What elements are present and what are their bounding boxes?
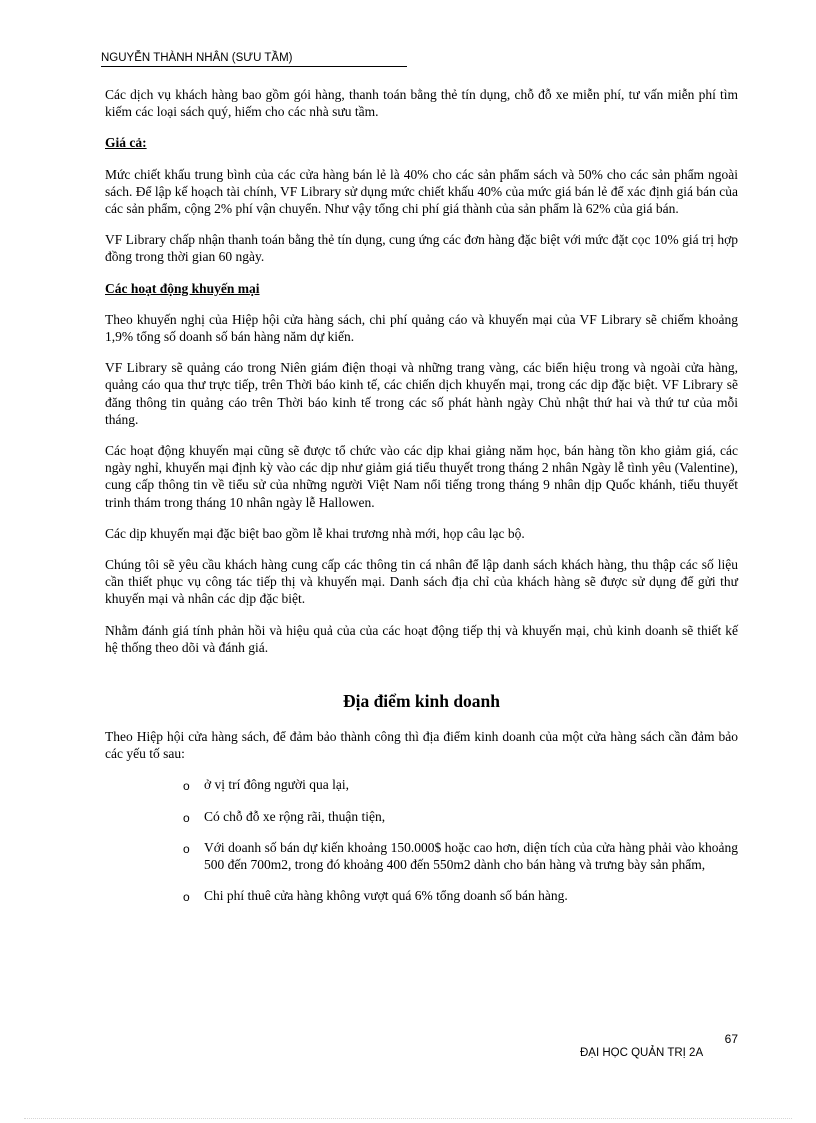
paragraph-discount: Mức chiết khấu trung bình của các cửa hàng bán lẻ là 40% cho các sản phẩm sách và 50% cho các sản phẩm ngoài sách. Để lập kế hoạch tài chính, VF Library sử dụng mức chiết khấu 40% của mức giá bán lẻ để xác định giá bán của các sản phẩm, cộng 2% phí vận chuyển. Như vậy tổng chi phí giá thành của sản phẩm là 62% của giá bán. <box>105 166 738 217</box>
section-heading-promotions: Các hoạt động khuyến mại <box>105 280 260 296</box>
paragraph-evaluation: Nhằm đánh giá tính phản hồi và hiệu quả của của các hoạt động tiếp thị và khuyến mại, chủ kinh doanh sẽ thiết kế hệ thống theo dõi và đánh giá. <box>105 622 738 655</box>
list-item <box>183 808 738 825</box>
section-heading-pricing: Giá cả: <box>105 135 147 151</box>
page-bottom-divider <box>24 1118 792 1119</box>
bullet-circle-icon: o <box>183 841 190 856</box>
list-item <box>183 839 738 873</box>
paragraph-customer-list: Chúng tôi sẽ yêu cầu khách hàng cung cấp các thông tin cá nhân để lập danh sách khách hàng, thu thập các số liệu cần thiết phục vụ công tác tiếp thị và khuyến mại. Danh sách địa chỉ của khách hàng sẽ được sử dụng để gửi thư khuyến mại và nhân các dịp đặc biệt. <box>105 557 738 607</box>
heading-business-location: Địa điểm kinh doanh <box>342 691 501 712</box>
list-item-text: Với doanh số bán dự kiến khoảng 150.000$ hoặc cao hơn, diện tích của cửa hàng phải vào khoảng 500 đến 700m2, trong đó khoảng 400 đến 550m2 dành cho bán hàng và trưng bày sản phẩm, <box>204 839 738 873</box>
paragraph-promotion-budget: Theo khuyến nghị của Hiệp hội cửa hàng sách, chi phí quảng cáo và khuyến mại của VF Library sẽ chiếm khoảng 1,9% tổng số doanh số bán hàng năm dự kiến. <box>105 311 738 345</box>
paragraph-payment: VF Library chấp nhận thanh toán bằng thẻ tín dụng, cung ứng các đơn hàng đặc biệt với mức đặt cọc 10% giá trị hợp đồng trong thời gian 60 ngày. <box>105 232 738 265</box>
list-item-text: ở vị trí đông người qua lại, <box>204 777 349 793</box>
page-number: 67 <box>724 1032 738 1046</box>
paragraph-location-intro: Theo Hiệp hội cửa hàng sách, để đảm bảo thành công thì địa điểm kinh doanh của một cửa hàng sách cần đảm bảo các yếu tố sau: <box>105 729 738 762</box>
list-item-text: Chi phí thuê cửa hàng không vượt quá 6% tổng doanh số bán hàng. <box>204 888 568 904</box>
paragraph-promotion-events: Các hoạt động khuyến mại cũng sẽ được tổ chức vào các dịp khai giảng năm học, bán hàng tồn kho giảm giá, các ngày nghỉ, khuyến mại định kỳ vào các dịp như giảm giá tiểu thuyết trong tháng 2 nhân Ngày lễ tình yêu (Valentine), cung cấp thông tin về tiểu sử của những người Việt Nam nổi tiếng trong tháng 9 nhân dịp Quốc khánh, tiểu thuyết trinh thám trong tháng 10 nhân ngày lễ Hallowen. <box>105 443 738 510</box>
paragraph-advertising-channels: VF Library sẽ quảng cáo trong Niên giám điện thoại và những trang vàng, các biển hiệu trong và ngoài cửa hàng, quảng cáo qua thư trực tiếp, trên Thời báo kinh tế, các chiến dịch khuyến mại, trong các dịp đặc biệt. VF Library sẽ đăng thông tin quảng cáo trên Thời báo kinh tế trong các số phát hành ngày Chủ nhật thứ hai và thứ tư của mỗi tháng. <box>105 360 738 427</box>
document-body <box>105 86 738 919</box>
paragraph-customer-services: Các dịch vụ khách hàng bao gồm gói hàng, thanh toán bằng thẻ tín dụng, chỗ đỗ xe miễn phí, tư vấn miễn phí tìm kiếm các loại sách quý, hiếm cho các nhà sưu tầm. <box>105 87 738 120</box>
list-item-text: Có chỗ đỗ xe rộng rãi, thuận tiện, <box>204 808 386 824</box>
location-requirements-list <box>105 776 738 904</box>
footer-school: ĐẠI HỌC QUẢN TRỊ 2A <box>580 1047 704 1059</box>
paragraph-special-occasions: Các dịp khuyến mại đặc biệt bao gồm lễ khai trương nhà mới, họp câu lạc bộ. <box>105 525 525 541</box>
header-author: NGUYỄN THÀNH NHÂN (SƯU TẦM) <box>101 51 407 67</box>
list-item <box>183 887 738 904</box>
list-item <box>183 776 738 793</box>
bullet-circle-icon: o <box>183 890 190 905</box>
bullet-circle-icon: o <box>183 779 190 794</box>
bullet-circle-icon: o <box>183 810 190 825</box>
